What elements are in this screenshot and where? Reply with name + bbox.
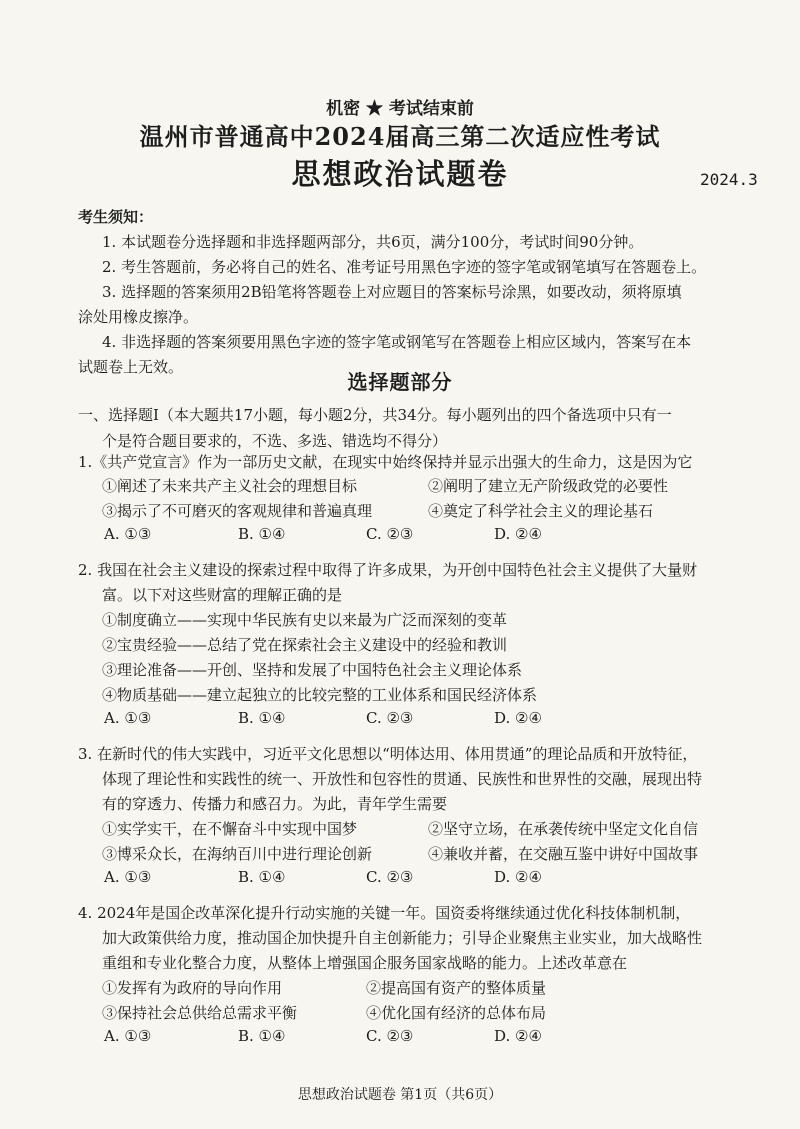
notice-item: 涂处用橡皮擦净。 — [78, 308, 199, 326]
question-2-statement-1: ①制度确立——实现中华民族有史以来最为广泛而深刻的变革 — [102, 611, 508, 629]
notice-heading: 考生须知： — [78, 208, 154, 226]
question-3-statement-4: ④兼收并蓄，在交融互鉴中讲好中国故事 — [428, 845, 699, 863]
section-title: 选择题部分 — [347, 370, 453, 394]
question-4-choice-a: A. ①③ — [104, 1027, 152, 1045]
question-3-stem: 3. 在新时代的伟大实践中，习近平文化思想以“明体达用、体用贯通”的理论品质和开放特征， — [78, 745, 698, 763]
notice-item: 4. 非选择题的答案须要用黑色字迹的签字笔或钢笔写在答题卷上相应区域内，答案写在本 — [102, 333, 692, 351]
notice-item: 2. 考生答题前，务必将自己的姓名、准考证号用黑色字迹的签字笔或钢笔填写在答题卷上。 — [102, 258, 707, 276]
question-4-stem: 重组和专业化整合力度，从整体上增强国企服务国家战略的能力。上述改革意在 — [102, 954, 628, 972]
question-1-statement-2: ②阐明了建立无产阶级政党的必要性 — [428, 477, 669, 495]
question-3-choice-b: B. ①④ — [238, 868, 286, 886]
exam-date: 2024.3 — [700, 170, 758, 189]
notice-item: 3. 选择题的答案须用2B铅笔将答题卷上对应题目的答案标号涂黑，如要改动，须将原填 — [102, 283, 682, 301]
question-3-choice-d: D. ②④ — [494, 868, 542, 886]
question-2-choice-b: B. ①④ — [238, 709, 286, 727]
section-instruction: 个是符合题目要求的，不选、多选、错选均不得分） — [102, 432, 448, 450]
question-2-statement-2: ②宝贵经验——总结了党在探索社会主义建设中的经验和教训 — [102, 636, 508, 654]
question-4-choice-c: C. ②③ — [366, 1027, 414, 1045]
notice-item: 1. 本试题卷分选择题和非选择题两部分，共6页，满分100分，考试时间90分钟。 — [102, 233, 644, 251]
question-1-choice-d: D. ②④ — [494, 525, 542, 543]
question-3-statement-3: ③博采众长，在海纳百川中进行理论创新 — [102, 845, 373, 863]
question-1-choice-b: B. ①④ — [238, 525, 286, 543]
question-2-choice-d: D. ②④ — [494, 709, 542, 727]
question-3-choice-c: C. ②③ — [366, 868, 414, 886]
question-1-statement-4: ④奠定了科学社会主义的理论基石 — [428, 502, 654, 520]
question-4-choice-d: D. ②④ — [494, 1027, 542, 1045]
question-4-statement-2: ②提高国有资产的整体质量 — [366, 979, 547, 997]
question-1-statement-1: ①阐述了未来共产主义社会的理想目标 — [102, 477, 358, 495]
subject-title: 思想政治试题卷 — [291, 157, 509, 191]
question-4-stem: 4. 2024年是国企改革深化提升行动实施的关键一年。国资委将继续通过优化科技体制机制， — [78, 904, 691, 922]
question-2-choice-a: A. ①③ — [104, 709, 152, 727]
question-4-choice-b: B. ①④ — [238, 1027, 286, 1045]
notice-item: 试题卷上无效。 — [78, 358, 184, 376]
section-instruction: 一、选择题Ⅰ（本大题共17小题，每小题2分，共34分。每小题列出的四个备选项中只有一 — [78, 406, 672, 424]
page-footer: 思想政治试题卷 第1页（共6页） — [297, 1087, 503, 1103]
exam-title: 温州市普通高中2024届高三第二次适应性考试 — [139, 122, 661, 151]
question-1-statement-3: ③揭示了不可磨灭的客观规律和普遍真理 — [102, 502, 373, 520]
question-4-statement-4: ④优化国有经济的总体布局 — [366, 1004, 547, 1022]
question-3-statement-1: ①实学实干，在不懈奋斗中实现中国梦 — [102, 820, 358, 838]
question-3-stem: 体现了理论性和实践性的统一、开放性和包容性的贯通、民族性和世界性的交融，展现出特 — [102, 770, 703, 788]
question-2-statement-3: ③理论准备——开创、坚持和发展了中国特色社会主义理论体系 — [102, 661, 523, 679]
question-1-choice-c: C. ②③ — [366, 525, 414, 543]
question-2-statement-4: ④物质基础——建立起独立的比较完整的工业体系和国民经济体系 — [102, 686, 538, 704]
confidential-label: 机密 ★ 考试结束前 — [326, 99, 474, 119]
question-4-statement-3: ③保持社会总供给总需求平衡 — [102, 1004, 298, 1022]
question-3-choice-a: A. ①③ — [104, 868, 152, 886]
question-2-choice-c: C. ②③ — [366, 709, 414, 727]
question-2-stem: 2. 我国在社会主义建设的探索过程中取得了许多成果，为开创中国特色社会主义提供了大量财 — [78, 561, 698, 579]
question-2-stem: 富。以下对这些财富的理解正确的是 — [102, 586, 343, 604]
question-1-stem: 1.《共产党宣言》作为一部历史文献，在现实中始终保持并显示出强大的生命力，这是因为它 — [78, 453, 693, 471]
question-4-statement-1: ①发挥有为政府的导向作用 — [102, 979, 283, 997]
question-1-choice-a: A. ①③ — [104, 525, 152, 543]
question-3-stem: 有的穿透力、传播力和感召力。为此，青年学生需要 — [102, 795, 448, 813]
question-3-statement-2: ②坚守立场，在承袭传统中坚定文化自信 — [428, 820, 699, 838]
question-4-stem: 加大政策供给力度，推动国企加快提升自主创新能力；引导企业聚焦主业实业，加大战略性 — [102, 929, 703, 947]
